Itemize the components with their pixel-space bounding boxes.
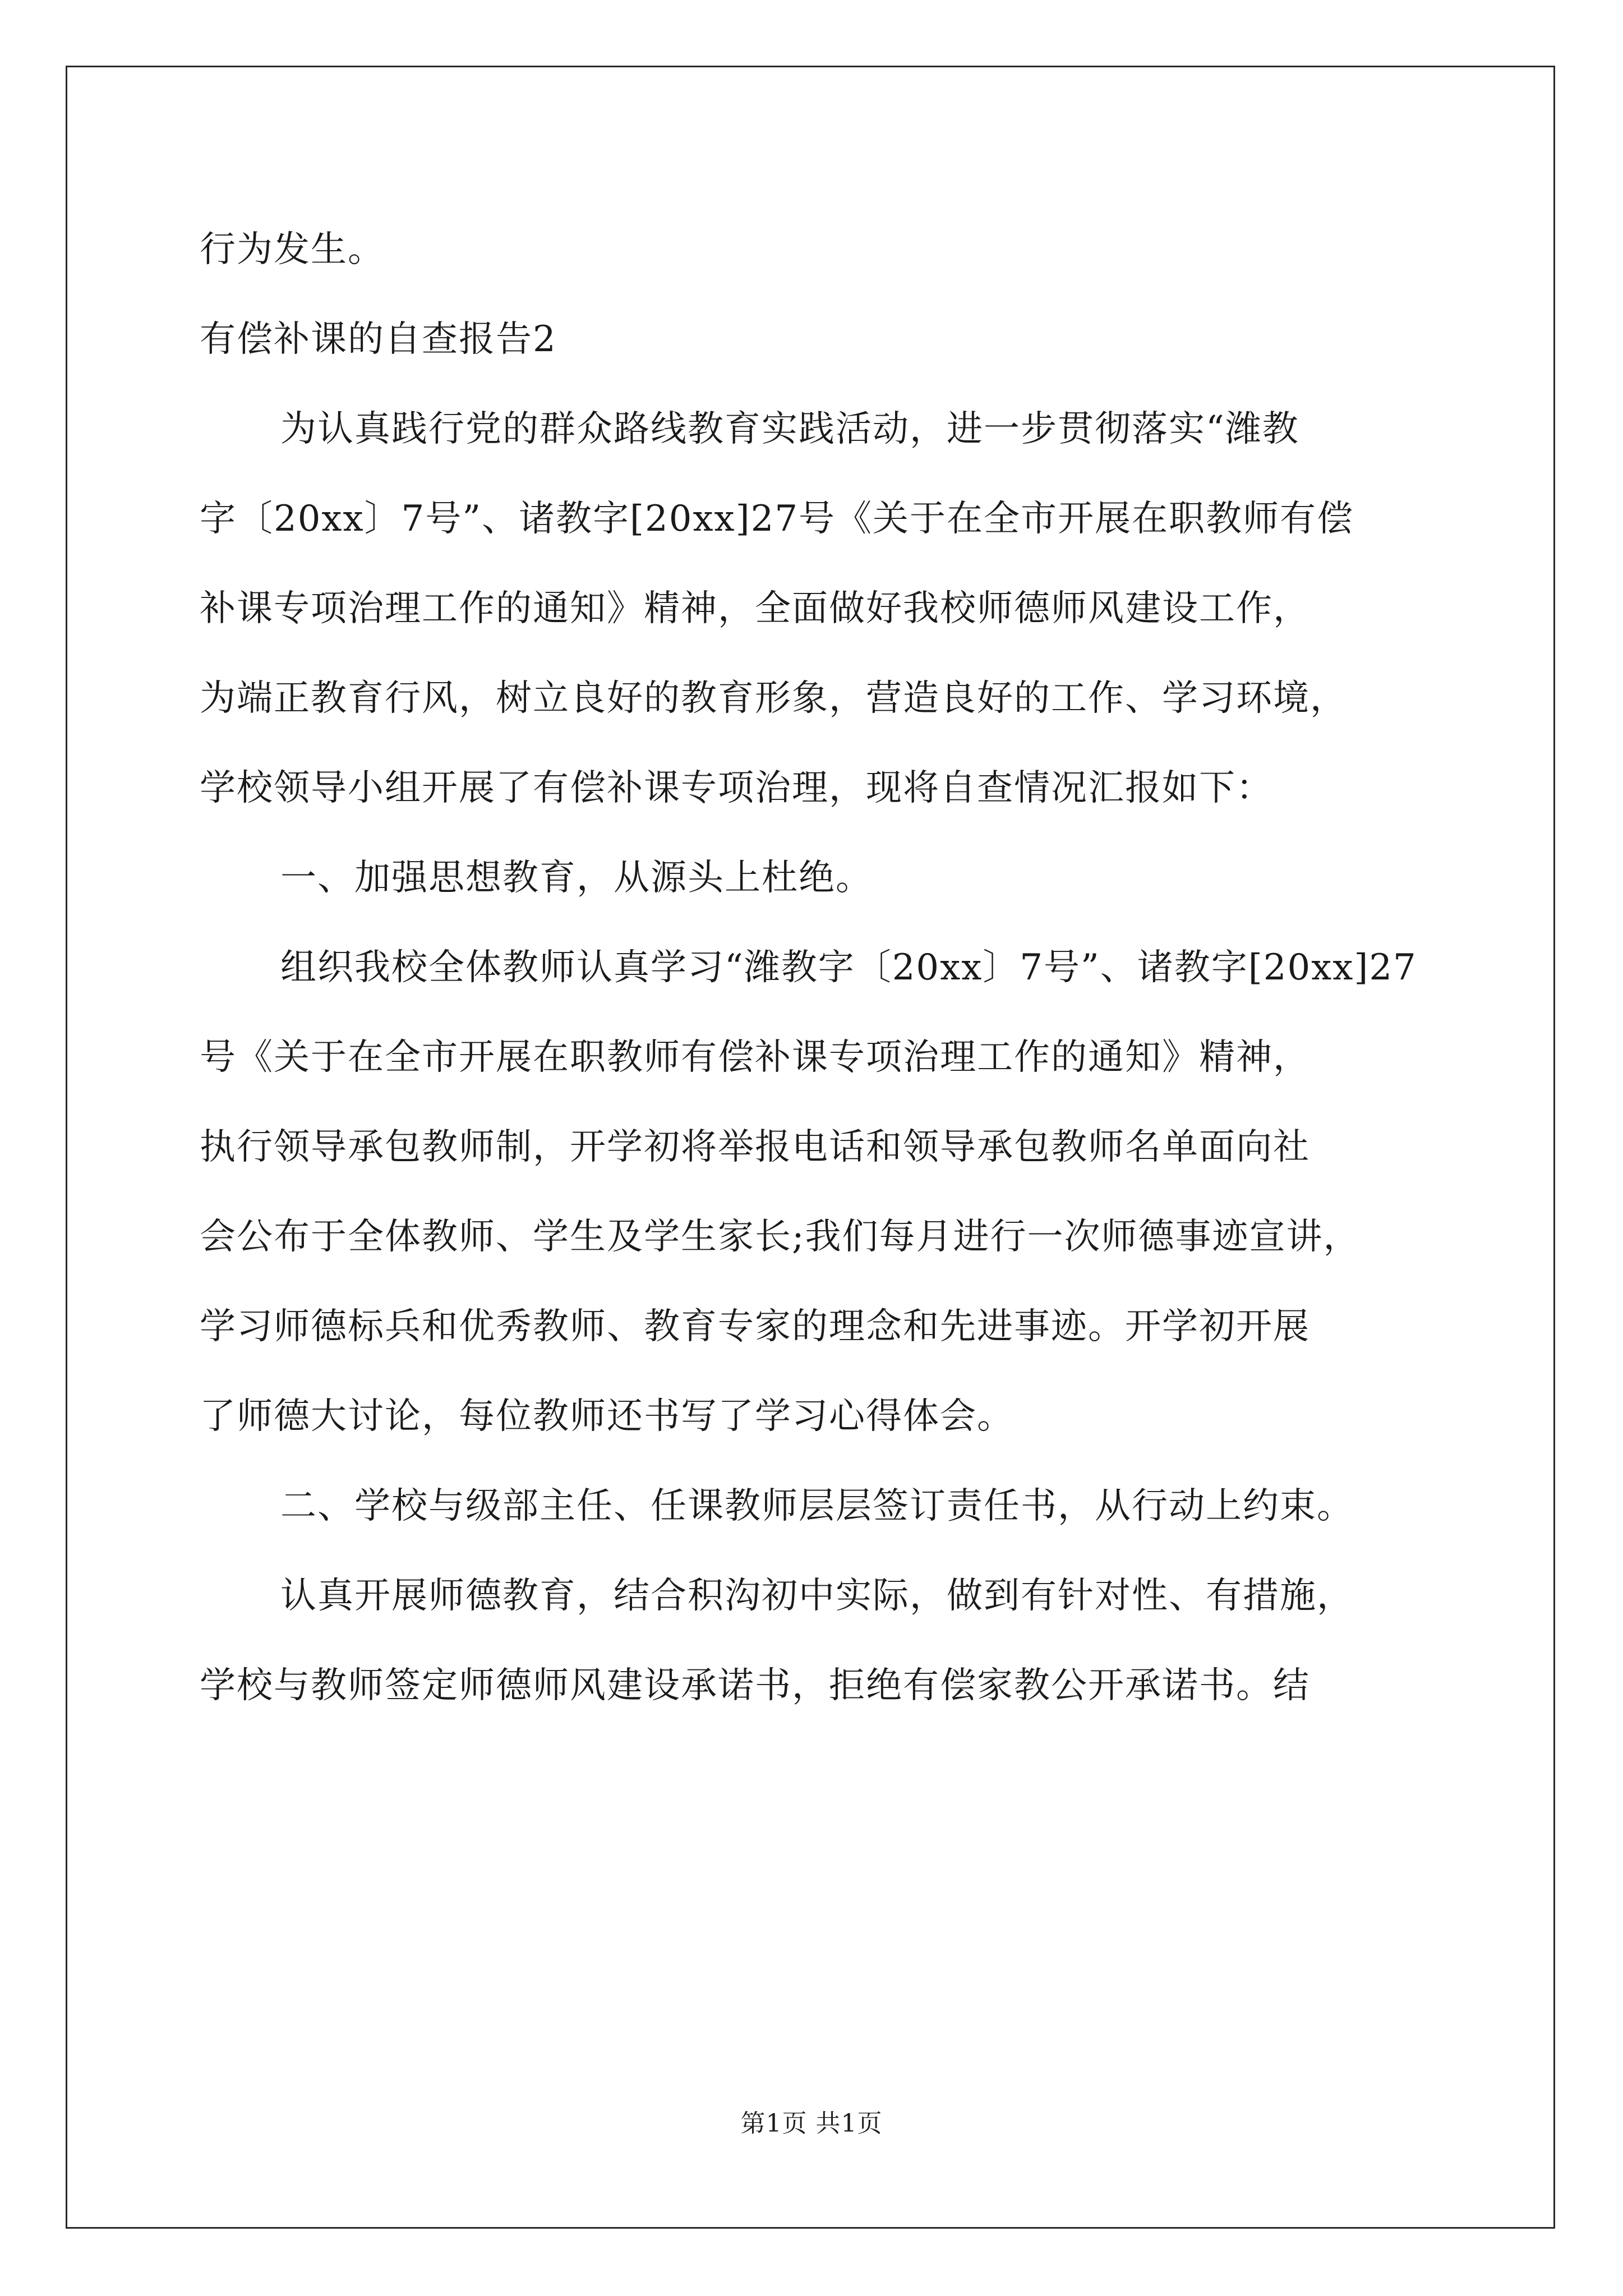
section-title: 有偿补课的自查报告2 (200, 319, 557, 360)
text-line: 执行领导承包教师制，开学初将举报电话和领导承包教师名单面向社 (200, 1126, 1310, 1168)
heading-two: 二、学校与级部主任、任课教师层层签订责任书，从行动上约束。 (280, 1485, 1354, 1527)
text-line: 行为发生。 (200, 229, 385, 270)
text-line: 组织我校全体教师认真学习“潍教字〔20xx〕7号”、诸教字[20xx]27 (280, 947, 1417, 988)
text-line: 字〔20xx〕7号”、诸教字[20xx]27号《关于在全市开展在职教师有偿 (200, 498, 1354, 540)
heading-one: 一、加强思想教育，从源头上杜绝。 (280, 857, 873, 899)
text-line: 号《关于在全市开展在职教师有偿补课专项治理工作的通知》精神， (200, 1037, 1310, 1078)
text-line: 会公布于全体教师、学生及学生家长;我们每月进行一次师德事迹宣讲， (200, 1216, 1361, 1258)
text-line: 了师德大讨论，每位教师还书写了学习心得体会。 (200, 1396, 1014, 1437)
text-line: 为端正教育行风，树立良好的教育形象，营造良好的工作、学习环境， (200, 678, 1347, 719)
text-line: 补课专项治理工作的通知》精神，全面做好我校师德师风建设工作， (200, 588, 1310, 629)
text-line: 认真开展师德教育，结合积沟初中实际，做到有针对性、有措施， (280, 1575, 1354, 1617)
text-line: 学习师德标兵和优秀教师、教育专家的理念和先进事迹。开学初开展 (200, 1306, 1310, 1347)
text-line: 学校领导小组开展了有偿补课专项治理，现将自查情况汇报如下： (200, 767, 1273, 809)
text-line: 学校与教师签定师德师风建设承诺书，拒绝有偿家教公开承诺书。结 (200, 1665, 1310, 1706)
text-line: 为认真践行党的群众路线教育实践活动，进一步贯彻落实“潍教 (280, 408, 1299, 450)
page-footer: 第1页 共1页 (740, 2109, 883, 2138)
